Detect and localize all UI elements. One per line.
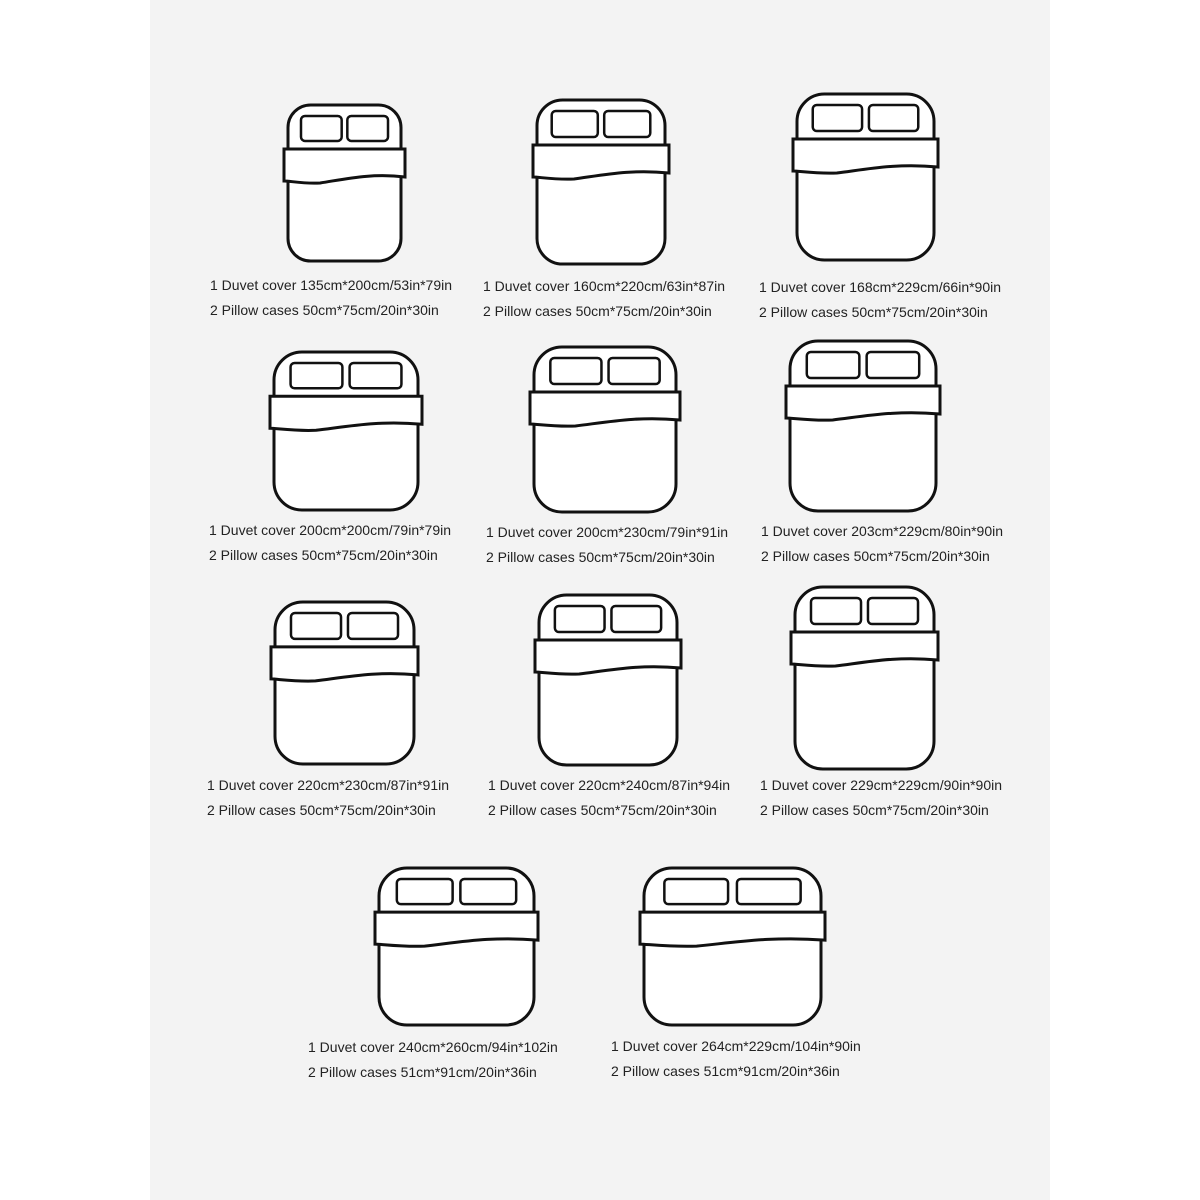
pillow-cases-size: 2 Pillow cases 50cm*75cm/20in*30in	[488, 802, 717, 818]
duvet-cover-size: 1 Duvet cover 229cm*229cm/90in*90in	[760, 777, 1003, 793]
bed-diagram	[533, 589, 683, 771]
pillow	[867, 352, 920, 378]
pillow	[460, 879, 516, 904]
pillow-cases-size: 2 Pillow cases 50cm*75cm/20in*30in	[759, 304, 988, 320]
duvet-cover-size: 1 Duvet cover 160cm*220cm/63in*87in	[483, 278, 726, 294]
pillow	[291, 363, 343, 388]
bed-diagram	[784, 335, 942, 517]
pillow	[301, 116, 342, 141]
pillow	[737, 879, 801, 904]
pillow	[348, 613, 398, 639]
pillow	[868, 598, 918, 624]
pillow	[811, 598, 861, 624]
bed-diagram	[531, 94, 671, 270]
bed-diagram	[528, 341, 682, 518]
pillow	[869, 105, 918, 131]
duvet-cover-size: 1 Duvet cover 200cm*230cm/79in*91in	[486, 524, 729, 540]
bed-diagram	[282, 99, 407, 267]
bed-size-caption	[210, 277, 452, 318]
bed-diagram	[268, 346, 424, 516]
bed-size-caption	[486, 524, 728, 565]
duvet-cover-size: 1 Duvet cover 200cm*200cm/79in*79in	[209, 522, 452, 538]
bed-diagram	[789, 581, 940, 775]
duvet-cover-size: 1 Duvet cover 135cm*200cm/53in*79in	[210, 277, 453, 293]
pillow	[807, 352, 860, 378]
pillow-cases-size: 2 Pillow cases 50cm*75cm/20in*30in	[209, 547, 438, 563]
pillow	[347, 116, 388, 141]
pillow	[397, 879, 453, 904]
pillow	[611, 606, 661, 632]
pillow-cases-size: 2 Pillow cases 50cm*75cm/20in*30in	[207, 802, 436, 818]
bed-size-caption	[760, 777, 1002, 818]
bed-size-caption	[611, 1038, 861, 1079]
bed-diagram	[791, 88, 940, 266]
bed-diagram	[373, 862, 540, 1031]
bed-size-caption	[761, 523, 1003, 564]
pillow	[550, 358, 601, 384]
bed-size-caption	[209, 522, 451, 563]
duvet-cover-size: 1 Duvet cover 240cm*260cm/94in*102in	[308, 1039, 558, 1055]
pillow	[552, 111, 598, 137]
bed-size-caption	[488, 777, 730, 818]
bed-size-caption	[207, 777, 449, 818]
pillow	[291, 613, 341, 639]
pillow-cases-size: 2 Pillow cases 51cm*91cm/20in*36in	[308, 1064, 537, 1080]
pillow-cases-size: 2 Pillow cases 50cm*75cm/20in*30in	[486, 549, 715, 565]
pillow	[350, 363, 402, 388]
pillow-cases-size: 2 Pillow cases 50cm*75cm/20in*30in	[483, 303, 712, 319]
pillow-cases-size: 2 Pillow cases 50cm*75cm/20in*30in	[761, 548, 990, 564]
pillow	[555, 606, 605, 632]
bed-size-caption	[759, 279, 1001, 320]
duvet-cover-size: 1 Duvet cover 168cm*229cm/66in*90in	[759, 279, 1002, 295]
duvet-cover-size: 1 Duvet cover 203cm*229cm/80in*90in	[761, 523, 1004, 539]
duvet-cover-size: 1 Duvet cover 264cm*229cm/104in*90in	[611, 1038, 861, 1054]
duvet-cover-size: 1 Duvet cover 220cm*240cm/87in*94in	[488, 777, 731, 793]
pillow	[604, 111, 650, 137]
pillow	[609, 358, 660, 384]
pillow-cases-size: 2 Pillow cases 51cm*91cm/20in*36in	[611, 1063, 840, 1079]
pillow	[813, 105, 862, 131]
pillow-cases-size: 2 Pillow cases 50cm*75cm/20in*30in	[210, 302, 439, 318]
duvet-cover-size: 1 Duvet cover 220cm*230cm/87in*91in	[207, 777, 450, 793]
bed-size-caption	[308, 1039, 558, 1080]
pillow-cases-size: 2 Pillow cases 50cm*75cm/20in*30in	[760, 802, 989, 818]
bed-diagram	[269, 596, 420, 770]
bed-diagram	[638, 862, 827, 1031]
bed-size-caption	[483, 278, 725, 319]
pillow	[664, 879, 728, 904]
